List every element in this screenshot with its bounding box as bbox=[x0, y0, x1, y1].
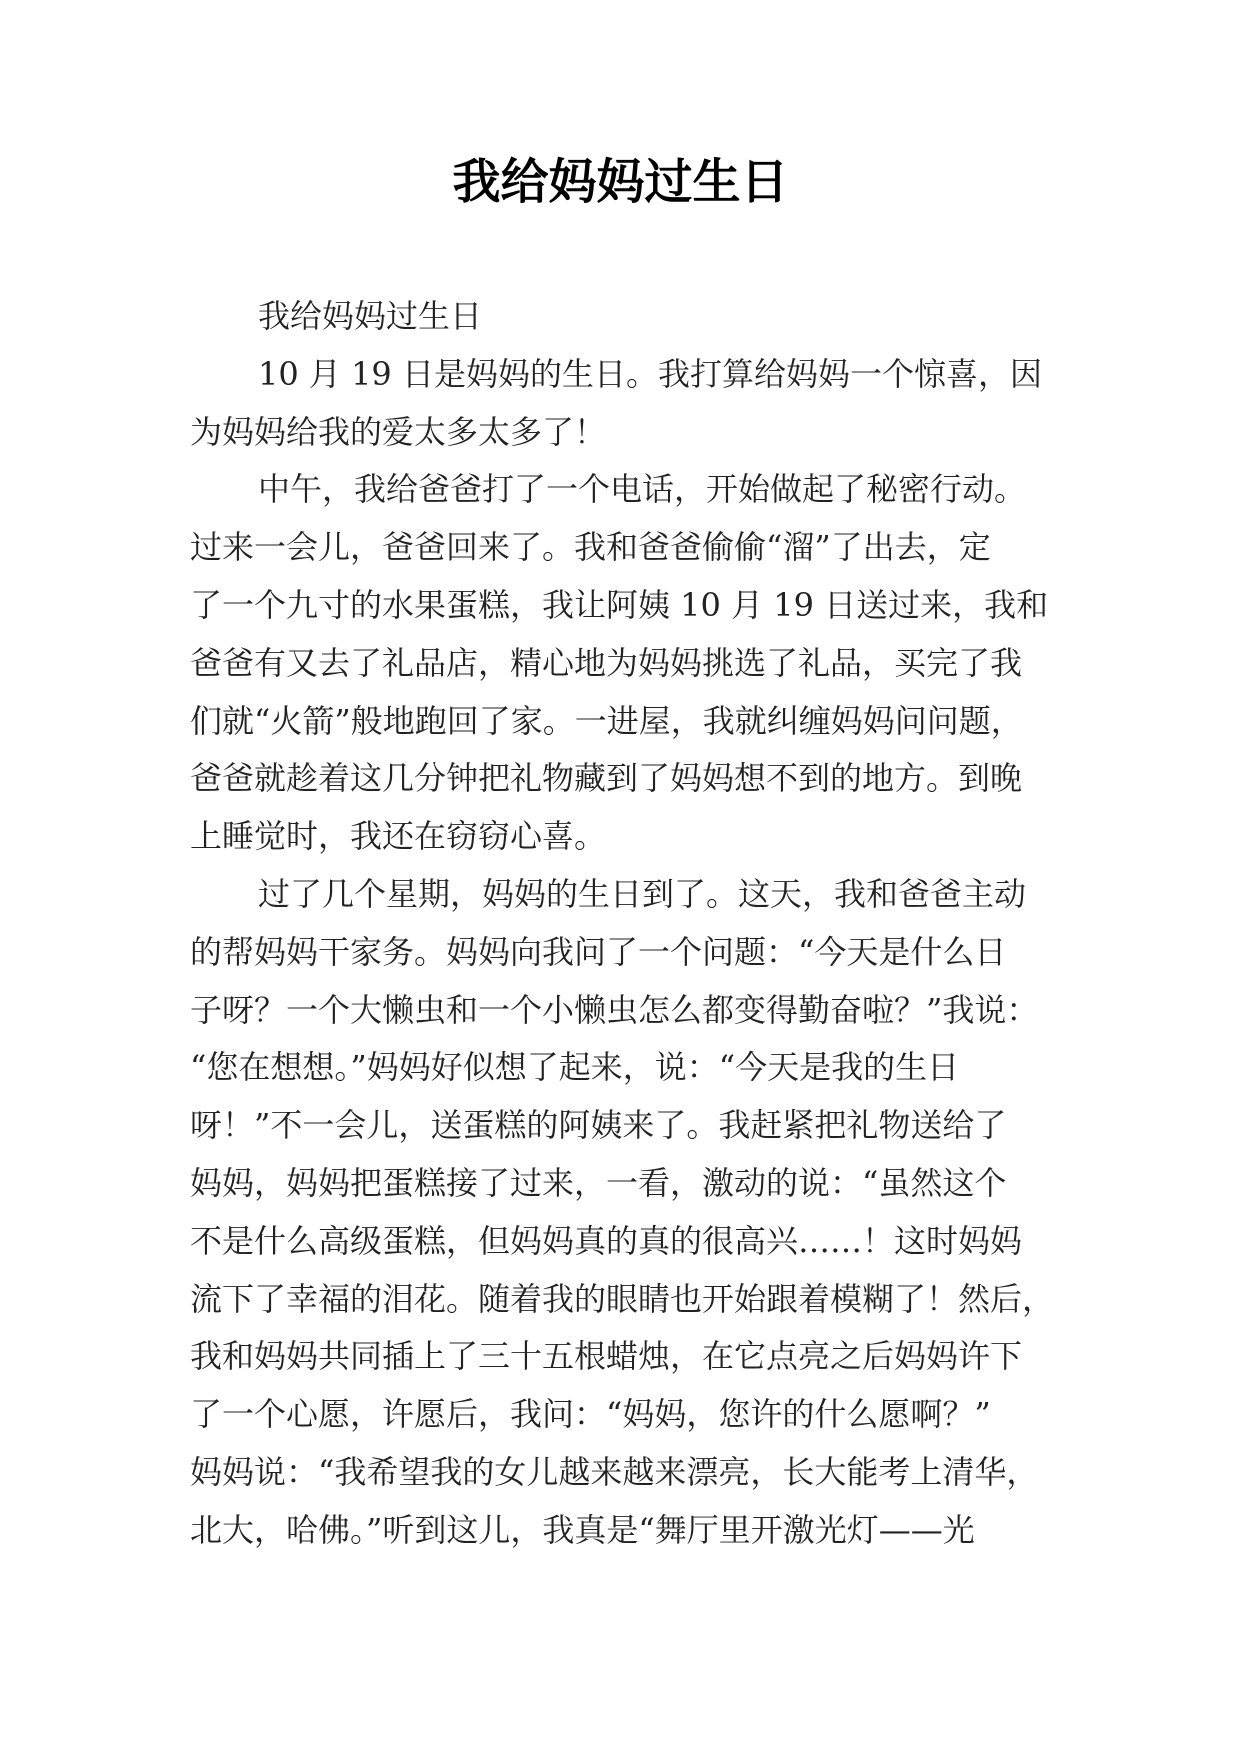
text-line: 流下了幸福的泪花。随着我的眼睛也开始跟着模糊了！然后， bbox=[190, 1279, 1055, 1318]
text-line: 我和妈妈共同插上了三十五根蜡烛，在它点亮之后妈妈许下 bbox=[190, 1337, 1023, 1376]
text-line: 为妈妈给我的爱太多太多了！ bbox=[190, 412, 607, 451]
text-line: 过了几个星期，妈妈的生日到了。这天，我和爸爸主动 bbox=[258, 874, 1027, 913]
text-line: 妈妈，妈妈把蛋糕接了过来，一看，激动的说：“虽然这个 bbox=[190, 1163, 1007, 1202]
text-line: 10 月 19 日是妈妈的生日。我打算给妈妈一个惊喜，因 bbox=[258, 354, 1042, 393]
text-line: 爸爸有又去了礼品店，精心地为妈妈挑选了礼品，买完了我 bbox=[190, 643, 1023, 682]
text-line: 过来一会儿，爸爸回来了。我和爸爸偷偷“溜”了出去，定 bbox=[190, 528, 991, 567]
text-line: 我给妈妈过生日 bbox=[258, 297, 483, 335]
text-line: 的帮妈妈干家务。妈妈向我问了一个问题：“今天是什么日 bbox=[190, 932, 1007, 971]
document-title: 我给妈妈过生日 bbox=[452, 154, 789, 210]
text-line: 妈妈说：“我希望我的女儿越来越来漂亮，长大能考上清华， bbox=[190, 1452, 1039, 1491]
text-line: 子呀？一个大懒虫和一个小懒虫怎么都变得勤奋啦？”我说： bbox=[190, 990, 1039, 1029]
text-line: 北大，哈佛。”听到这儿，我真是“舞厅里开激光灯——光 bbox=[190, 1510, 975, 1549]
document-body bbox=[190, 288, 1070, 1560]
text-line: 上睡觉时，我还在窃窃心喜。 bbox=[190, 817, 607, 856]
text-line: 们就“火箭”般地跑回了家。一进屋，我就纠缠妈妈问问题， bbox=[190, 701, 1023, 740]
text-line: 不是什么高级蛋糕，但妈妈真的真的很高兴……！这时妈妈 bbox=[190, 1221, 1023, 1260]
text-line: 爸爸就趁着这几分钟把礼物藏到了妈妈想不到的地方。到晚 bbox=[190, 759, 1023, 798]
text-line: 了一个九寸的水果蛋糕，我让阿姨 10 月 19 日送过来，我和 bbox=[190, 585, 1049, 624]
text-line: 了一个心愿，许愿后，我问：“妈妈，您许的什么愿啊？” bbox=[190, 1395, 991, 1434]
text-line: 中午，我给爸爸打了一个电话，开始做起了秘密行动。 bbox=[258, 470, 1027, 509]
text-line: 呀！”不一会儿，送蛋糕的阿姨来了。我赶紧把礼物送给了 bbox=[190, 1106, 1007, 1145]
text-line: “您在想想。”妈妈好似想了起来，说：“今天是我的生日 bbox=[190, 1048, 960, 1087]
